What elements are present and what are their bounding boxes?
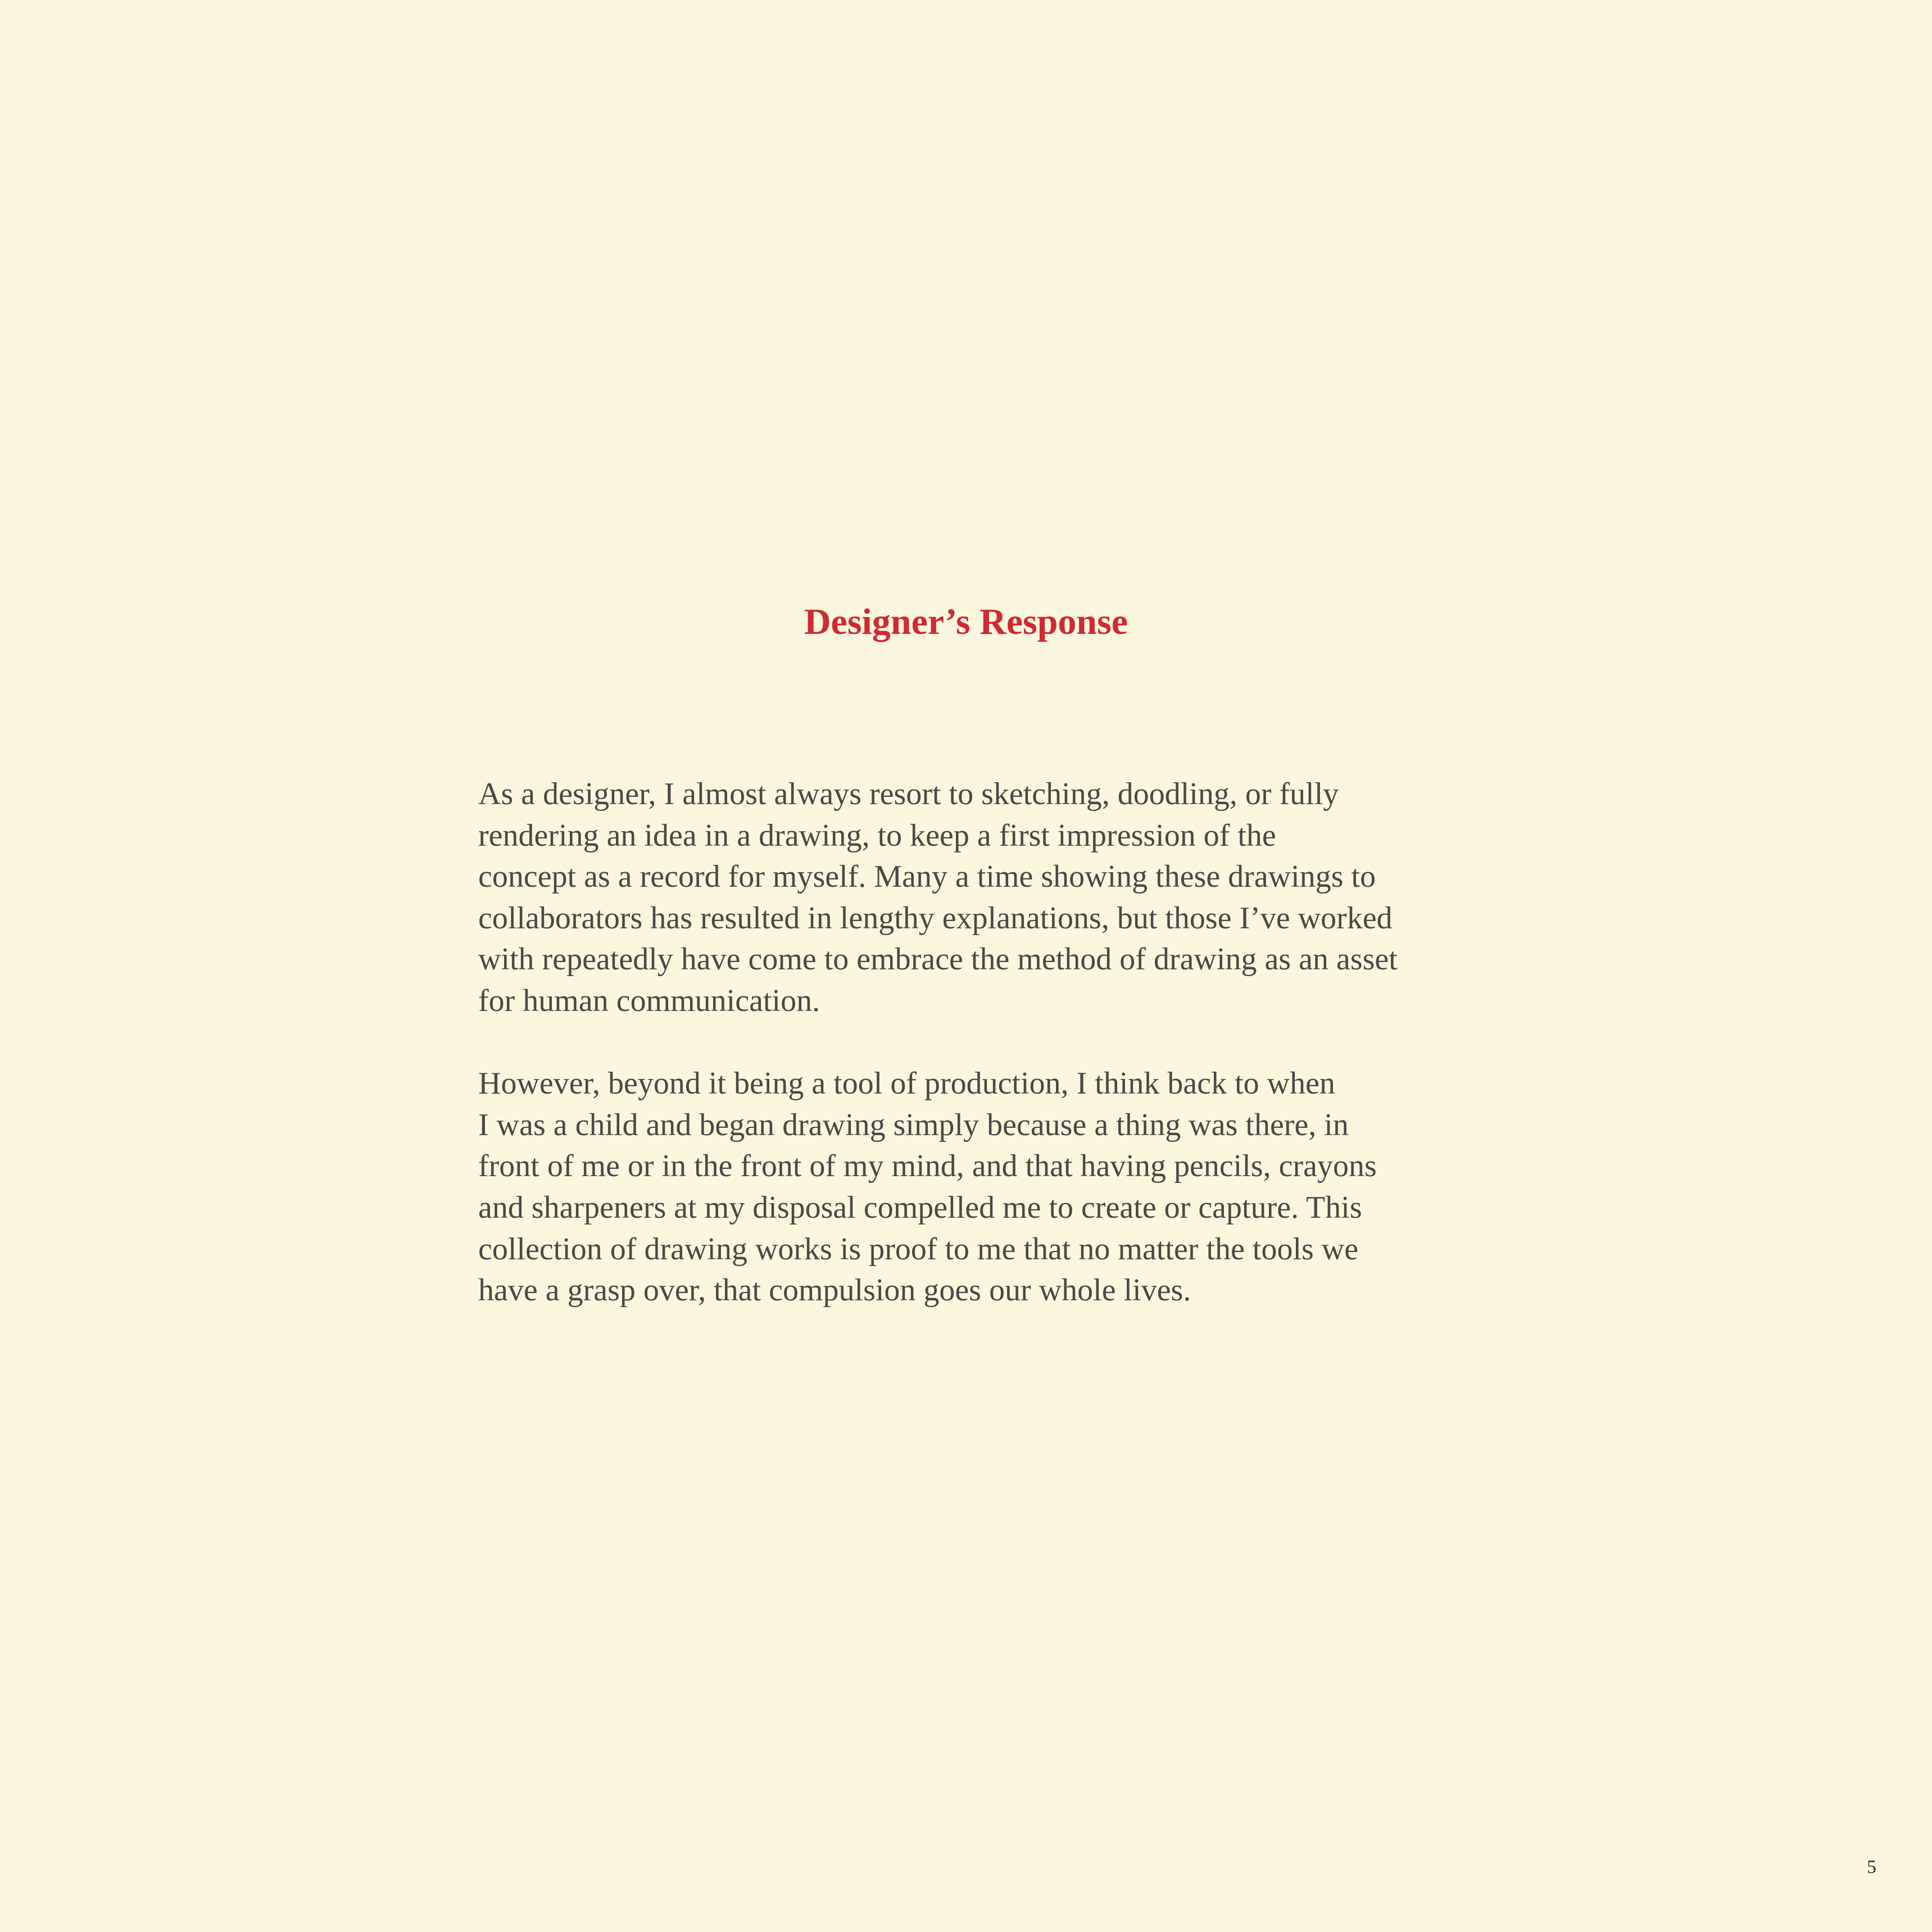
text-line: As a designer, I almost always resort to sketching, doodling, or fully (478, 777, 1339, 811)
text-line: collaborators has resulted in lengthy explanations, but those I’ve worked (478, 900, 1393, 936)
paragraph-2 (478, 1063, 1467, 1312)
text-line: concept as a record for myself. Many a time showing these drawings to (478, 859, 1376, 895)
page-number: 5 (1867, 1857, 1876, 1877)
text-line: for human communication. (478, 983, 820, 1018)
text-line: front of me or in the front of my mind, and that having pencils, crayons (478, 1149, 1377, 1184)
text-line: and sharpeners at my disposal compelled me to create or capture. This (478, 1190, 1362, 1225)
paragraph-1 (478, 774, 1467, 1022)
text-line: I was a child and began drawing simply because a thing was there, in (478, 1107, 1349, 1142)
text-line: However, beyond it being a tool of production, I think back to when (478, 1066, 1335, 1101)
page-title: Designer’s Response (804, 601, 1128, 642)
text-line: with repeatedly have come to embrace the method of drawing as an asset (478, 942, 1398, 977)
text-line: have a grasp over, that compulsion goes our whole lives. (478, 1273, 1191, 1308)
text-line: rendering an idea in a drawing, to keep a first impression of the (478, 818, 1276, 853)
text-line: collection of drawing works is proof to me that no matter the tools we (478, 1231, 1359, 1267)
body-text (478, 774, 1467, 1312)
